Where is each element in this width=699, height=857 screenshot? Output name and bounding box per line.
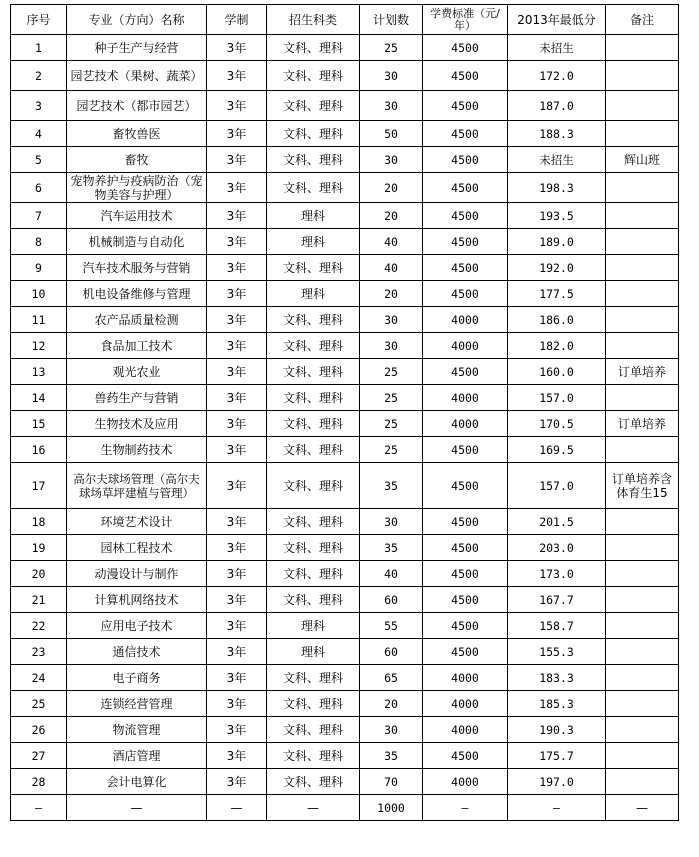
cell-years: 3年 — [207, 691, 267, 717]
cell-score: 157.0 — [508, 385, 606, 411]
cell-plan: 25 — [360, 437, 423, 463]
cell-note — [606, 437, 679, 463]
cell-plan: 60 — [360, 587, 423, 613]
cell-years: 3年 — [207, 147, 267, 173]
cell-no: 14 — [11, 385, 67, 411]
cell-fee: 4500 — [423, 281, 508, 307]
cell-plan: 30 — [360, 91, 423, 121]
cell-plan: 65 — [360, 665, 423, 691]
cell-no: 28 — [11, 769, 67, 795]
cell-score: 173.0 — [508, 561, 606, 587]
cell-no: 17 — [11, 463, 67, 509]
cell-no: 11 — [11, 307, 67, 333]
cell-fee: 4500 — [423, 91, 508, 121]
cell-plan: 30 — [360, 61, 423, 91]
cell-fee: 4500 — [423, 35, 508, 61]
table-row — [11, 613, 679, 639]
cell-years: 3年 — [207, 281, 267, 307]
cell-plan: 1000 — [360, 795, 423, 821]
cell-score: — — [508, 795, 606, 821]
cell-subject: 文科、理科 — [267, 121, 360, 147]
cell-major: 高尔夫球场管理（高尔夫球场草坪建植与管理） — [67, 463, 207, 509]
cell-note — [606, 691, 679, 717]
cell-subject: 文科、理科 — [267, 743, 360, 769]
cell-plan: 20 — [360, 173, 423, 203]
cell-major: 农产品质量检测 — [67, 307, 207, 333]
cell-no: 23 — [11, 639, 67, 665]
cell-years: 3年 — [207, 769, 267, 795]
cell-plan: 35 — [360, 535, 423, 561]
cell-no: 19 — [11, 535, 67, 561]
table-row — [11, 35, 679, 61]
cell-fee: 4500 — [423, 743, 508, 769]
cell-years: 3年 — [207, 743, 267, 769]
cell-plan: 20 — [360, 691, 423, 717]
cell-major: 畜牧 — [67, 147, 207, 173]
table-row — [11, 255, 679, 281]
table-row — [11, 281, 679, 307]
table-row — [11, 743, 679, 769]
cell-note — [606, 769, 679, 795]
cell-subject: 理科 — [267, 613, 360, 639]
cell-no: 24 — [11, 665, 67, 691]
header-row — [11, 5, 679, 35]
table-row — [11, 147, 679, 173]
cell-score: 193.5 — [508, 203, 606, 229]
cell-score: 175.7 — [508, 743, 606, 769]
cell-major: 汽车技术服务与营销 — [67, 255, 207, 281]
cell-fee: 4000 — [423, 411, 508, 437]
cell-subject: 文科、理科 — [267, 509, 360, 535]
header-no: 序号 — [11, 5, 67, 35]
cell-major: 通信技术 — [67, 639, 207, 665]
cell-subject: 文科、理科 — [267, 769, 360, 795]
cell-major: 物流管理 — [67, 717, 207, 743]
total-row — [11, 795, 679, 821]
cell-plan: 35 — [360, 463, 423, 509]
cell-subject: 文科、理科 — [267, 147, 360, 173]
cell-years: 3年 — [207, 91, 267, 121]
cell-major: 食品加工技术 — [67, 333, 207, 359]
table-row — [11, 665, 679, 691]
cell-fee: 4500 — [423, 463, 508, 509]
cell-years: 3年 — [207, 333, 267, 359]
table-row — [11, 359, 679, 385]
cell-fee: 4000 — [423, 769, 508, 795]
cell-note — [606, 561, 679, 587]
cell-years: 3年 — [207, 717, 267, 743]
table-row — [11, 385, 679, 411]
cell-years: 3年 — [207, 173, 267, 203]
table-body — [11, 35, 679, 821]
cell-major: 生物技术及应用 — [67, 411, 207, 437]
cell-no: — — [11, 795, 67, 821]
header-years: 学制 — [207, 5, 267, 35]
cell-plan: 35 — [360, 743, 423, 769]
cell-years: 3年 — [207, 307, 267, 333]
cell-note — [606, 613, 679, 639]
cell-subject: 理科 — [267, 203, 360, 229]
cell-note — [606, 35, 679, 61]
cell-score: 201.5 — [508, 509, 606, 535]
cell-major: 园艺技术（都市园艺） — [67, 91, 207, 121]
cell-score: 203.0 — [508, 535, 606, 561]
cell-fee: 4500 — [423, 561, 508, 587]
table-row — [11, 639, 679, 665]
cell-no: 12 — [11, 333, 67, 359]
cell-no: 1 — [11, 35, 67, 61]
cell-years: 3年 — [207, 229, 267, 255]
cell-note — [606, 509, 679, 535]
cell-subject: 文科、理科 — [267, 691, 360, 717]
cell-score: 未招生 — [508, 147, 606, 173]
cell-plan: 30 — [360, 717, 423, 743]
cell-years: 3年 — [207, 359, 267, 385]
cell-fee: 4000 — [423, 385, 508, 411]
cell-no: 15 — [11, 411, 67, 437]
cell-subject: — — [267, 795, 360, 821]
cell-plan: 70 — [360, 769, 423, 795]
cell-subject: 理科 — [267, 281, 360, 307]
cell-subject: 文科、理科 — [267, 255, 360, 281]
table-row — [11, 333, 679, 359]
cell-plan: 25 — [360, 359, 423, 385]
cell-years: 3年 — [207, 203, 267, 229]
table-row — [11, 509, 679, 535]
header-fee — [423, 5, 508, 35]
cell-major: 观光农业 — [67, 359, 207, 385]
cell-note: 订单培养含体育生15 — [606, 463, 679, 509]
cell-no: 21 — [11, 587, 67, 613]
cell-major: 园艺技术（果树、蔬菜） — [67, 61, 207, 91]
cell-years: 3年 — [207, 437, 267, 463]
cell-score: 177.5 — [508, 281, 606, 307]
cell-subject: 文科、理科 — [267, 35, 360, 61]
table-row — [11, 587, 679, 613]
table-row — [11, 173, 679, 203]
cell-no: 10 — [11, 281, 67, 307]
cell-years: 3年 — [207, 35, 267, 61]
cell-fee: — — [423, 795, 508, 821]
cell-no: 9 — [11, 255, 67, 281]
cell-score: 158.7 — [508, 613, 606, 639]
cell-fee: 4500 — [423, 613, 508, 639]
cell-subject: 文科、理科 — [267, 717, 360, 743]
cell-score: 182.0 — [508, 333, 606, 359]
cell-major: 环境艺术设计 — [67, 509, 207, 535]
cell-major: 酒店管理 — [67, 743, 207, 769]
cell-plan: 55 — [360, 613, 423, 639]
cell-major: 动漫设计与制作 — [67, 561, 207, 587]
cell-major: 宠物养护与疫病防治（宠物美容与护理） — [67, 173, 207, 203]
cell-score: 190.3 — [508, 717, 606, 743]
cell-plan: 30 — [360, 147, 423, 173]
cell-no: 4 — [11, 121, 67, 147]
cell-score: 186.0 — [508, 307, 606, 333]
cell-note: 辉山班 — [606, 147, 679, 173]
cell-no: 25 — [11, 691, 67, 717]
cell-score: 160.0 — [508, 359, 606, 385]
cell-years: 3年 — [207, 665, 267, 691]
cell-plan: 40 — [360, 255, 423, 281]
cell-no: 20 — [11, 561, 67, 587]
cell-score: 192.0 — [508, 255, 606, 281]
cell-no: 3 — [11, 91, 67, 121]
admission-plan-table — [10, 4, 679, 821]
cell-no: 22 — [11, 613, 67, 639]
cell-fee: 4500 — [423, 229, 508, 255]
cell-years: 3年 — [207, 613, 267, 639]
cell-plan: 30 — [360, 307, 423, 333]
cell-no: 27 — [11, 743, 67, 769]
cell-subject: 文科、理科 — [267, 173, 360, 203]
table-row — [11, 535, 679, 561]
cell-score: 185.3 — [508, 691, 606, 717]
cell-years: 3年 — [207, 463, 267, 509]
table-row — [11, 561, 679, 587]
cell-score: 187.0 — [508, 91, 606, 121]
cell-plan: 25 — [360, 385, 423, 411]
cell-years: 3年 — [207, 535, 267, 561]
cell-note — [606, 281, 679, 307]
cell-note: — — [606, 795, 679, 821]
cell-fee: 4000 — [423, 665, 508, 691]
table-row — [11, 437, 679, 463]
cell-subject: 文科、理科 — [267, 333, 360, 359]
cell-fee: 4500 — [423, 61, 508, 91]
cell-major: 园林工程技术 — [67, 535, 207, 561]
cell-years: 3年 — [207, 639, 267, 665]
header-major: 专业（方向）名称 — [67, 5, 207, 35]
cell-note: 订单培养 — [606, 411, 679, 437]
cell-years: 3年 — [207, 385, 267, 411]
table-row — [11, 203, 679, 229]
table-row — [11, 307, 679, 333]
cell-years: 3年 — [207, 121, 267, 147]
cell-major: 汽车运用技术 — [67, 203, 207, 229]
cell-fee: 4500 — [423, 121, 508, 147]
cell-years: — — [207, 795, 267, 821]
table-row — [11, 61, 679, 91]
cell-subject: 文科、理科 — [267, 463, 360, 509]
cell-fee: 4500 — [423, 535, 508, 561]
cell-note — [606, 255, 679, 281]
cell-subject: 理科 — [267, 229, 360, 255]
cell-plan: 25 — [360, 35, 423, 61]
cell-no: 7 — [11, 203, 67, 229]
cell-note — [606, 743, 679, 769]
cell-plan: 40 — [360, 229, 423, 255]
cell-score: 172.0 — [508, 61, 606, 91]
cell-score: 155.3 — [508, 639, 606, 665]
cell-fee: 4500 — [423, 203, 508, 229]
cell-score: 189.0 — [508, 229, 606, 255]
cell-fee: 4000 — [423, 333, 508, 359]
cell-years: 3年 — [207, 587, 267, 613]
cell-plan: 20 — [360, 203, 423, 229]
cell-subject: 理科 — [267, 639, 360, 665]
header-subject: 招生科类 — [267, 5, 360, 35]
cell-plan: 50 — [360, 121, 423, 147]
cell-fee: 4500 — [423, 147, 508, 173]
table-row — [11, 91, 679, 121]
cell-subject: 文科、理科 — [267, 437, 360, 463]
table-row — [11, 717, 679, 743]
cell-major: — — [67, 795, 207, 821]
cell-no: 2 — [11, 61, 67, 91]
cell-subject: 文科、理科 — [267, 307, 360, 333]
cell-note — [606, 665, 679, 691]
cell-plan: 60 — [360, 639, 423, 665]
header-score: 2013年最低分 — [508, 5, 606, 35]
cell-plan: 30 — [360, 509, 423, 535]
header-fee-label: 学费标准（元/年） — [430, 6, 500, 32]
cell-subject: 文科、理科 — [267, 385, 360, 411]
cell-years: 3年 — [207, 61, 267, 91]
cell-plan: 40 — [360, 561, 423, 587]
cell-major: 种子生产与经营 — [67, 35, 207, 61]
table-row — [11, 769, 679, 795]
cell-note — [606, 121, 679, 147]
cell-note — [606, 173, 679, 203]
table-row — [11, 691, 679, 717]
cell-major: 畜牧兽医 — [67, 121, 207, 147]
cell-score: 167.7 — [508, 587, 606, 613]
cell-note — [606, 203, 679, 229]
cell-years: 3年 — [207, 255, 267, 281]
cell-years: 3年 — [207, 509, 267, 535]
cell-score: 188.3 — [508, 121, 606, 147]
cell-no: 6 — [11, 173, 67, 203]
cell-score: 169.5 — [508, 437, 606, 463]
cell-note — [606, 229, 679, 255]
header-plan: 计划数 — [360, 5, 423, 35]
cell-fee: 4500 — [423, 437, 508, 463]
cell-major: 会计电算化 — [67, 769, 207, 795]
cell-years: 3年 — [207, 411, 267, 437]
cell-score: 未招生 — [508, 35, 606, 61]
cell-major: 计算机网络技术 — [67, 587, 207, 613]
cell-plan: 20 — [360, 281, 423, 307]
cell-no: 18 — [11, 509, 67, 535]
cell-fee: 4500 — [423, 509, 508, 535]
cell-fee: 4500 — [423, 587, 508, 613]
cell-subject: 文科、理科 — [267, 91, 360, 121]
cell-subject: 文科、理科 — [267, 561, 360, 587]
cell-subject: 文科、理科 — [267, 665, 360, 691]
cell-plan: 25 — [360, 411, 423, 437]
cell-fee: 4000 — [423, 307, 508, 333]
cell-note — [606, 91, 679, 121]
cell-major: 机械制造与自动化 — [67, 229, 207, 255]
table-row — [11, 411, 679, 437]
cell-major: 机电设备维修与管理 — [67, 281, 207, 307]
cell-no: 8 — [11, 229, 67, 255]
cell-fee: 4500 — [423, 173, 508, 203]
cell-no: 13 — [11, 359, 67, 385]
cell-note — [606, 385, 679, 411]
cell-note — [606, 717, 679, 743]
cell-note — [606, 333, 679, 359]
cell-subject: 文科、理科 — [267, 61, 360, 91]
table-row — [11, 229, 679, 255]
cell-major: 电子商务 — [67, 665, 207, 691]
cell-score: 157.0 — [508, 463, 606, 509]
cell-no: 26 — [11, 717, 67, 743]
cell-fee: 4500 — [423, 639, 508, 665]
cell-fee: 4000 — [423, 717, 508, 743]
cell-note — [606, 639, 679, 665]
cell-major: 生物制药技术 — [67, 437, 207, 463]
cell-no: 5 — [11, 147, 67, 173]
cell-note: 订单培养 — [606, 359, 679, 385]
table-row — [11, 121, 679, 147]
cell-note — [606, 307, 679, 333]
cell-fee: 4500 — [423, 255, 508, 281]
cell-note — [606, 61, 679, 91]
cell-note — [606, 535, 679, 561]
cell-score: 170.5 — [508, 411, 606, 437]
cell-fee: 4000 — [423, 691, 508, 717]
cell-no: 16 — [11, 437, 67, 463]
cell-score: 183.3 — [508, 665, 606, 691]
cell-major: 连锁经营管理 — [67, 691, 207, 717]
cell-plan: 30 — [360, 333, 423, 359]
cell-subject: 文科、理科 — [267, 359, 360, 385]
cell-score: 198.3 — [508, 173, 606, 203]
cell-subject: 文科、理科 — [267, 535, 360, 561]
cell-major: 应用电子技术 — [67, 613, 207, 639]
cell-years: 3年 — [207, 561, 267, 587]
table-row — [11, 463, 679, 509]
cell-fee: 4500 — [423, 359, 508, 385]
header-note: 备注 — [606, 5, 679, 35]
cell-major: 兽药生产与营销 — [67, 385, 207, 411]
cell-note — [606, 587, 679, 613]
cell-subject: 文科、理科 — [267, 587, 360, 613]
cell-subject: 文科、理科 — [267, 411, 360, 437]
cell-score: 197.0 — [508, 769, 606, 795]
